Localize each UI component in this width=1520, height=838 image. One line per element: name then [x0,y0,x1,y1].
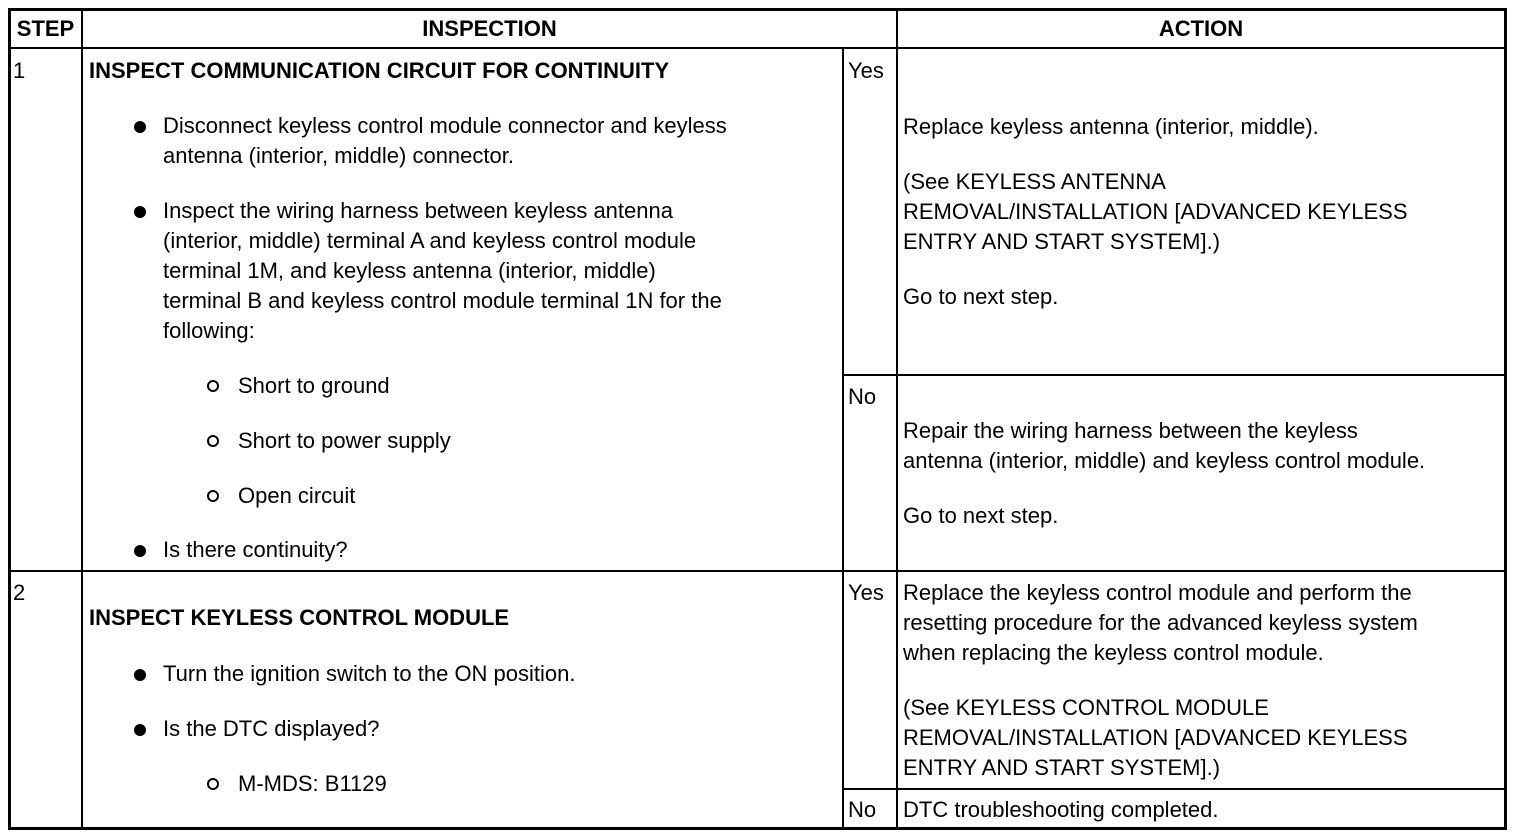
table-border-bottom [8,827,1507,830]
step-title: INSPECT KEYLESS CONTROL MODULE [89,605,510,630]
inspection-line: terminal 1M, and keyless antenna (interior, middle) [163,258,656,283]
inspection-line: Inspect the wiring harness between keyless antenna [163,198,673,223]
action-line: REMOVAL/INSTALLATION [ADVANCED KEYLESS [903,199,1408,224]
yes-label: Yes [848,580,884,605]
action-line: resetting procedure for the advanced keyless system [903,610,1418,635]
col-divider-step [81,8,83,830]
action-line: Go to next step. [903,503,1059,528]
row-divider-step2-yes-no [842,788,1507,790]
step-number: 1 [13,58,26,83]
action-line: Repair the wiring harness between the keyless [903,418,1358,443]
action-line: when replacing the keyless control module. [903,640,1324,665]
bullet-dot-icon [134,206,146,218]
action-line: Replace keyless antenna (interior, middle). [903,114,1319,139]
sub-bullet-ring-icon [207,490,219,502]
step-number: 2 [13,580,26,605]
bullet-dot-icon [134,724,146,736]
step-title: INSPECT COMMUNICATION CIRCUIT FOR CONTINUITY [89,58,670,83]
row-divider-step1-yes-no [842,374,1507,376]
bullet-dot-icon [134,545,146,557]
action-line: (See KEYLESS CONTROL MODULE [903,695,1269,720]
inspection-line: Turn the ignition switch to the ON position. [163,661,576,686]
bullet-dot-icon [134,669,146,681]
inspection-line: terminal B and keyless control module terminal 1N for the [163,288,722,313]
table-border-right [1504,8,1507,830]
no-label: No [848,384,877,409]
sub-item: Short to power supply [238,428,451,453]
sub-item: Open circuit [238,483,356,508]
header-action: ACTION [1158,16,1244,41]
inspection-line: Is the DTC displayed? [163,716,380,741]
header-divider [8,47,1507,49]
sub-bullet-ring-icon [207,778,219,790]
inspection-line: Disconnect keyless control module connector and keyless [163,113,727,138]
action-line: (See KEYLESS ANTENNA [903,169,1166,194]
sub-bullet-ring-icon [207,435,219,447]
bullet-dot-icon [134,121,146,133]
inspection-question: Is there continuity? [163,537,348,562]
col-divider-action [896,8,898,830]
table-border-left [8,8,11,830]
action-line: REMOVAL/INSTALLATION [ADVANCED KEYLESS [903,725,1408,750]
inspection-line: (interior, middle) terminal A and keyless control module [163,228,697,253]
inspection-line: following: [163,318,255,343]
col-divider-yesno [842,47,844,830]
table-border-top [8,8,1507,11]
no-label: No [848,797,877,822]
header-inspection: INSPECTION [422,16,557,41]
action-line: ENTRY AND START SYSTEM].) [903,755,1221,780]
yes-label: Yes [848,58,884,83]
step-divider [8,570,1507,572]
sub-item: M-MDS: B1129 [238,771,387,796]
action-line: Replace the keyless control module and perform the [903,580,1412,605]
inspection-line: antenna (interior, middle) connector. [163,143,514,168]
action-line: DTC troubleshooting completed. [903,797,1219,822]
sub-bullet-ring-icon [207,380,219,392]
action-line: Go to next step. [903,284,1059,309]
header-step: STEP [16,16,75,41]
sub-item: Short to ground [238,373,390,398]
action-line: ENTRY AND START SYSTEM].) [903,229,1221,254]
action-line: antenna (interior, middle) and keyless control module. [903,448,1426,473]
